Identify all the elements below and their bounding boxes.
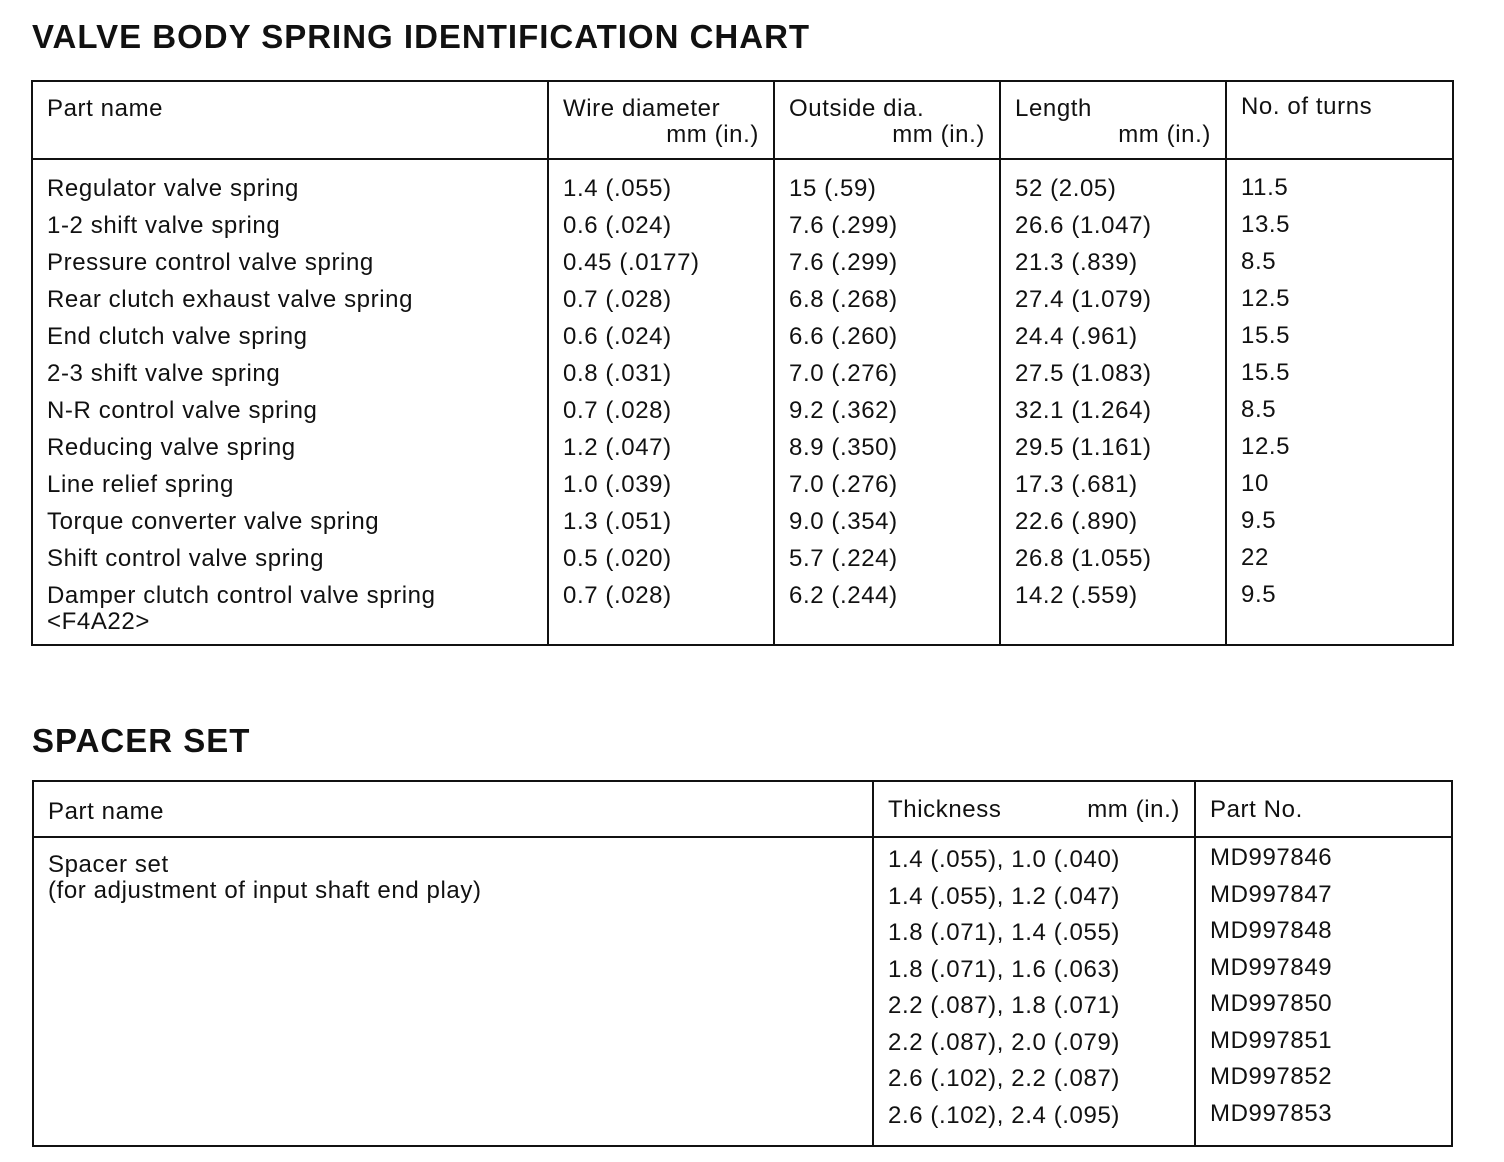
table-cell-turns: 12.5 [1241,433,1291,460]
header-part-no: Part No. [1210,796,1303,823]
table-row-part: Reducing valve spring [47,434,296,461]
table-cell-length: 27.5 (1.083) [1015,360,1152,387]
header-length-unit: mm (in.) [1118,121,1211,148]
table-row-part: End clutch valve spring [47,323,308,350]
table-cell-wire: 0.7 (.028) [563,286,672,313]
table-row-part: Shift control valve spring [47,545,325,572]
table-cell-wire: 1.3 (.051) [563,508,672,535]
spring-chart-table [31,80,1454,646]
table-row-part: N-R control valve spring [47,397,318,424]
table-row-part: 1-2 shift valve spring [47,212,281,239]
table-cell-outside: 5.7 (.224) [789,545,898,572]
table-cell-length: 29.5 (1.161) [1015,434,1152,461]
column-divider [1225,82,1227,644]
header-outside-dia [789,96,985,148]
table-cell-length: 22.6 (.890) [1015,508,1138,535]
table-cell-thickness: 2.6 (.102), 2.2 (.087) [888,1065,1120,1092]
header-wire-diameter [563,96,759,148]
header-outside-dia-unit: mm (in.) [892,121,985,148]
header-part-name: Part name [48,798,165,825]
header-wire-diameter-unit: mm (in.) [666,121,759,148]
table-cell-outside: 6.6 (.260) [789,323,898,350]
table-cell-turns: 9.5 [1241,581,1277,608]
header-thickness [888,797,1180,823]
table-cell-length: 26.8 (1.055) [1015,545,1152,572]
header-wire-diameter-label: Wire diameter [563,95,721,122]
table-cell-part-no: MD997851 [1210,1026,1333,1054]
table-row-part: Rear clutch exhaust valve spring [47,286,414,313]
table-cell-length: 21.3 (.839) [1015,249,1138,276]
table-cell-part-no: MD997849 [1210,953,1333,981]
header-outside-dia-label: Outside dia. [789,95,925,122]
header-part-name: Part name [47,95,164,122]
part-name-column [47,170,436,635]
turns-column [1241,169,1290,613]
spacer-part-name [48,852,482,904]
header-turns: No. of turns [1241,93,1373,120]
table-cell-part-no: MD997853 [1210,1099,1333,1127]
table-cell-wire: 0.45 (.0177) [563,249,700,276]
table-cell-part-no: MD997846 [1210,844,1333,871]
length-column [1015,170,1152,614]
part-no-column [1210,840,1332,1132]
header-thickness-label: Thickness [888,796,1002,823]
wire-diameter-column [563,170,700,614]
table-cell-turns: 11.5 [1241,174,1289,201]
table-cell-length: 27.4 (1.079) [1015,286,1152,313]
table-cell-thickness: 2.6 (.102), 2.4 (.095) [888,1101,1120,1129]
table-cell-part-no: MD997850 [1210,990,1333,1017]
table-cell-length: 17.3 (.681) [1015,471,1138,498]
table-cell-length: 32.1 (1.264) [1015,397,1152,424]
header-length-label: Length [1015,95,1093,122]
table-cell-outside: 15 (.59) [789,175,877,202]
table-cell-outside: 7.0 (.276) [789,360,898,387]
table-cell-length: 52 (2.05) [1015,175,1117,202]
table-cell-turns: 10 [1241,470,1269,497]
part-model-note: <F4A22> [47,608,150,635]
outside-dia-column [789,170,898,614]
table-row-part: Regulator valve spring [47,175,299,202]
table-cell-wire: 0.7 (.028) [563,397,672,424]
table-cell-part-no: MD997847 [1210,880,1333,908]
table-cell-turns: 12.5 [1241,285,1291,312]
column-divider [773,82,775,644]
table-cell-part-no: MD997852 [1210,1063,1333,1090]
header-thickness-unit: mm (in.) [1087,796,1180,823]
table-cell-outside: 7.6 (.299) [789,249,898,276]
header-divider [33,158,1452,160]
table-row-part [47,577,436,635]
table-cell-thickness: 2.2 (.087), 1.8 (.071) [888,992,1120,1019]
table-cell-thickness: 1.8 (.071), 1.4 (.055) [888,919,1120,946]
table-cell-outside: 9.0 (.354) [789,508,898,535]
table-cell-wire: 0.6 (.024) [563,212,672,239]
table-cell-turns: 8.5 [1241,248,1277,275]
table-cell-turns: 15.5 [1241,322,1291,349]
table-cell-thickness: 1.4 (.055), 1.2 (.047) [888,882,1120,910]
table-row-part: Line relief spring [47,471,234,498]
table-cell-turns: 13.5 [1241,211,1291,238]
table-cell-part-no: MD997848 [1210,917,1333,944]
table-cell-wire: 1.2 (.047) [563,434,672,461]
part-name-text: Damper clutch control valve spring [47,582,436,609]
table-cell-turns: 15.5 [1241,359,1291,386]
table-cell-wire: 1.0 (.039) [563,471,672,498]
table-cell-outside: 7.0 (.276) [789,471,898,498]
spacer-set-title: SPACER SET [32,722,251,759]
table-cell-length: 26.6 (1.047) [1015,212,1152,239]
table-cell-wire: 0.8 (.031) [563,360,672,387]
table-cell-turns: 22 [1241,544,1269,571]
header-length [1015,96,1211,148]
table-cell-outside: 8.9 (.350) [789,434,898,461]
column-divider [999,82,1001,644]
table-cell-wire: 0.6 (.024) [563,323,672,350]
spacer-set-table [32,780,1453,1147]
table-cell-length: 24.4 (.961) [1015,323,1138,350]
table-cell-outside: 9.2 (.362) [789,397,898,424]
table-cell-outside: 7.6 (.299) [789,212,898,239]
header-divider [34,836,1451,838]
table-cell-wire: 0.5 (.020) [563,545,672,572]
table-cell-thickness: 2.2 (.087), 2.0 (.079) [888,1028,1120,1056]
table-cell-thickness: 1.4 (.055), 1.0 (.040) [888,846,1120,873]
table-cell-outside: 6.8 (.268) [789,286,898,313]
spacer-name-text: Spacer set [48,851,169,878]
table-cell-thickness: 1.8 (.071), 1.6 (.063) [888,955,1120,983]
thickness-column [888,842,1120,1134]
table-cell-wire: 0.7 (.028) [563,582,672,609]
table-row-part: 2-3 shift valve spring [47,360,281,387]
table-cell-outside: 6.2 (.244) [789,582,898,609]
spacer-note-text: (for adjustment of input shaft end play) [48,877,482,904]
column-divider [547,82,549,644]
table-row-part: Torque converter valve spring [47,508,380,535]
spring-chart-title: VALVE BODY SPRING IDENTIFICATION CHART [32,18,811,55]
table-cell-wire: 1.4 (.055) [563,175,672,202]
table-cell-length: 14.2 (.559) [1015,582,1138,609]
table-cell-turns: 8.5 [1241,396,1277,423]
table-row-part: Pressure control valve spring [47,249,374,276]
table-cell-turns: 9.5 [1241,507,1277,534]
